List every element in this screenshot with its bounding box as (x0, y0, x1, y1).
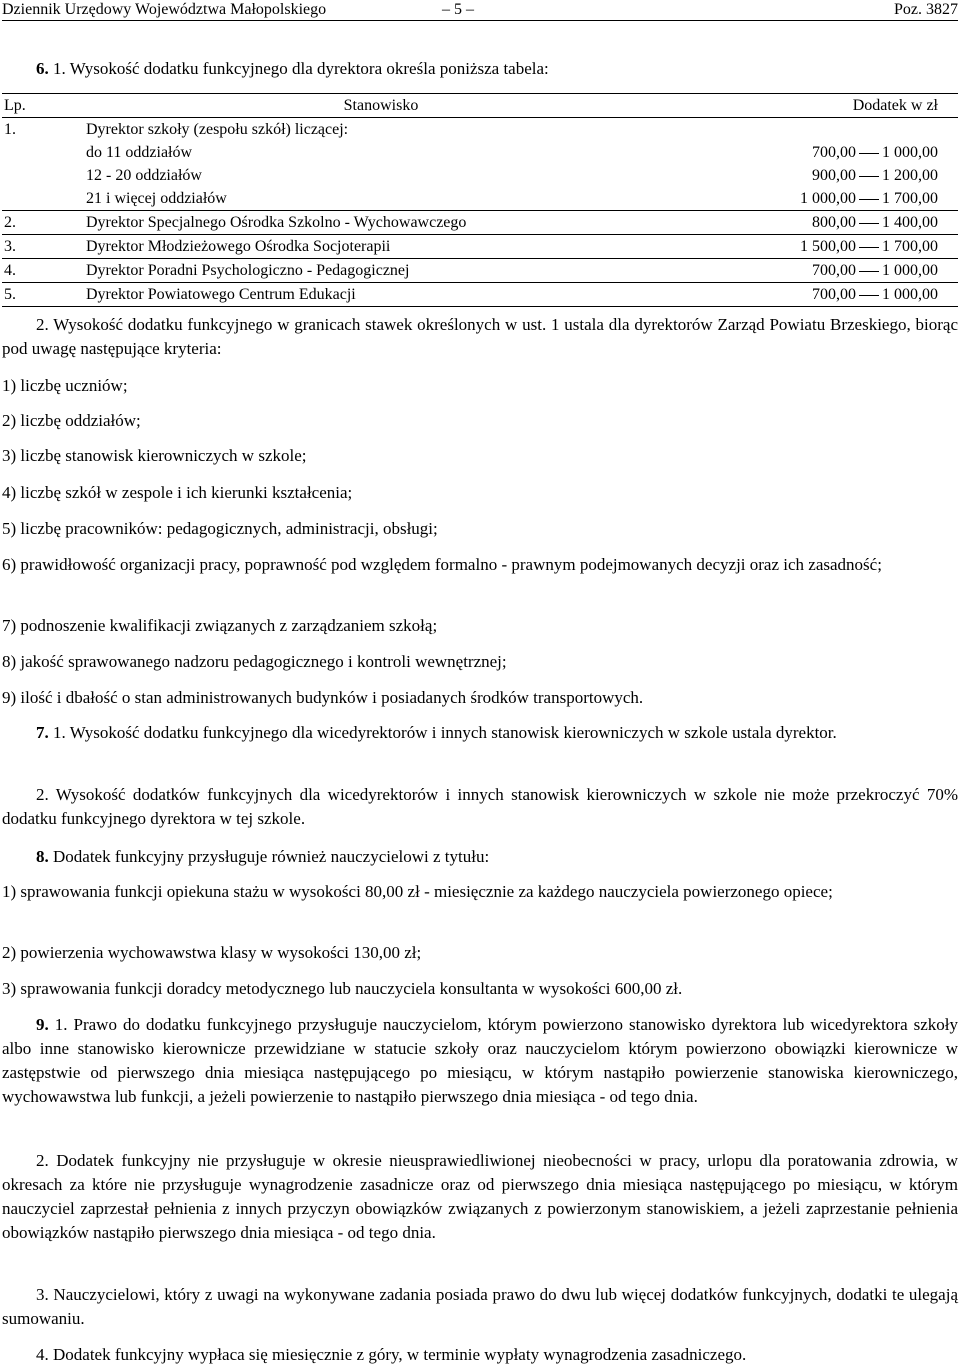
range-dash (859, 247, 879, 248)
amount-to: 1 000,00 (882, 286, 938, 303)
amount-to: 1 200,00 (882, 167, 938, 184)
amount-from: 700,00 (812, 262, 856, 279)
row-position: Dyrektor Powiatowego Centrum Edukacji (84, 283, 678, 307)
criterion-item: 1) liczbę uczniów; (2, 376, 128, 395)
s9-p1 (2, 1013, 958, 1109)
row-position: Dyrektor Specjalnego Ośrodka Szkolno - Wychowawczego (84, 211, 678, 235)
row-allowance (678, 259, 958, 283)
criterion-item: 8) jakość sprawowanego nadzoru pedagogicznego i kontroli wewnętrznej; (2, 652, 507, 671)
criterion-item: 4) liczbę szkół w zespole i ich kierunki kształcenia; (2, 483, 353, 502)
s8-intro (2, 845, 958, 869)
row-lp: 3. (2, 235, 84, 259)
amount-to: 1 000,00 (882, 262, 938, 279)
criterion-item: 3) liczbę stanowisk kierowniczych w szkole; (2, 446, 307, 465)
position-number: Poz. 3827 (894, 1, 958, 18)
table-row (2, 235, 958, 259)
row-lp: 4. (2, 259, 84, 283)
s7-p1-text: 1. Wysokość dodatku funkcyjnego dla wicedyrektorów i innych stanowisk kierowniczych w szkole ustala dyrektor. (53, 723, 837, 742)
row-allowance (678, 235, 958, 259)
s6-number: 6. (36, 59, 49, 78)
row-sub-label: 12 - 20 oddziałów (86, 167, 202, 184)
allowance-table (2, 93, 958, 307)
table-row (2, 118, 958, 211)
row-lp: 2. (2, 211, 84, 235)
amount-to: 1 700,00 (882, 238, 938, 255)
amount-to: 1 000,00 (882, 144, 938, 161)
page-number: – 5 – (442, 1, 474, 18)
header-rule (2, 20, 958, 21)
amount-from: 1 000,00 (800, 190, 856, 207)
s8-number: 8. (36, 847, 49, 866)
s9-p2: 2. Dodatek funkcyjny nie przysługuje w okresie nieusprawiedliwionej nieobecności w pracy, urlopu dla poratowania zdrowia, w okresach za które nie przysługuje wynagrodzenie zasadnicze oraz od pierwszego dnia miesiąca następującego po miesiącu, w którym nauczyciel zaprzestał pełnienia z innych przyczyn obowiązków związanych z powierzonym stanowiskiem, a jeżeli zaprzestanie pełnienia obowiązków nastąpiło pierwszego dnia miesiąca - od tego dnia. (2, 1151, 958, 1242)
table-row (2, 211, 958, 235)
table-row (2, 283, 958, 307)
amount-to: 1 400,00 (882, 214, 938, 231)
row-position: Dyrektor Młodzieżowego Ośrodka Socjoterapii (84, 235, 678, 259)
amount-from: 900,00 (812, 167, 856, 184)
s7-p1 (2, 721, 958, 745)
s9-number: 9. (36, 1015, 49, 1034)
amount-from: 700,00 (812, 286, 856, 303)
amount-from: 800,00 (812, 214, 856, 231)
range-dash (859, 295, 879, 296)
s7-number: 7. (36, 723, 49, 742)
amount-to: 1 700,00 (882, 190, 938, 207)
s9-p4: 4. Dodatek funkcyjny wypłaca się miesięcznie z góry, w terminie wypłaty wynagrodzenia zasadniczego. (36, 1345, 747, 1364)
row-sub-label: do 11 oddziałów (86, 144, 193, 161)
page-header (2, 0, 958, 22)
criterion-item: 6) prawidłowość organizacji pracy, poprawność pod względem formalno - prawnym podejmowanych decyzji oraz ich zasadność; (2, 555, 882, 574)
range-dash (859, 153, 879, 154)
row-allowance (678, 283, 958, 307)
journal-title: Dziennik Urzędowy Województwa Małopolskiego (2, 1, 327, 18)
s6-p2: 2. Wysokość dodatku funkcyjnego w granicach stawek określonych w ust. 1 ustala dla dyrektorów Zarząd Powiatu Brzeskiego, biorąc pod uwagę następujące kryteria: (2, 315, 958, 358)
range-dash (859, 176, 879, 177)
range-dash (859, 223, 879, 224)
row-position (84, 118, 678, 211)
s7-p2: 2. Wysokość dodatków funkcyjnych dla wicedyrektorów i innych stanowisk kierowniczych w szkole nie może przekroczyć 70% dodatku funkcyjnego dyrektora w tej szkole. (2, 785, 958, 828)
s6-p1 (2, 57, 958, 81)
s8-item: 1) sprawowania funkcji opiekuna stażu w wysokości 80,00 zł - miesięcznie za każdego nauczyciela powierzonego opiece; (2, 882, 833, 901)
s9-p3: 3. Nauczycielowi, który z uwagi na wykonywane zadania posiada prawo do dwu lub więcej dodatków funkcyjnych, dodatki te ulegają sumowaniu. (2, 1285, 958, 1328)
table-header-row (2, 94, 958, 118)
col-lp: Lp. (2, 94, 84, 118)
s8-item: 3) sprawowania funkcji doradcy metodycznego lub nauczyciela konsultanta w wysokości 600,00 zł. (2, 979, 683, 998)
amount-from: 1 500,00 (800, 238, 856, 255)
row-lp: 1. (2, 118, 84, 211)
s9-p1-text: 1. Prawo do dodatku funkcyjnego przysługuje nauczycielom, którym powierzono stanowisko dyrektora lub wicedyrektora szkoły albo inne stanowisko kierownicze przewidziane w statucie szkoły oraz nauczycielom którym powierzono obowiązki kierownicze w zastępstwie od pierwszego dnia miesiąca następującego po miesiącu, w którym nastąpiło powierzenie stanowiska kierowniczego, wychowawstwa lub funkcji, a jeżeli powierzenie to nastąpiło pierwszego dnia miesiąca - od tego dnia. (2, 1015, 959, 1106)
s8-intro-text: Dodatek funkcyjny przysługuje również nauczycielowi z tytułu: (53, 847, 490, 866)
col-allowance: Dodatek w zł (678, 94, 958, 118)
row-allowance (678, 118, 958, 211)
amount-from: 700,00 (812, 144, 856, 161)
range-dash (859, 199, 879, 200)
s6-p1-text: 1. Wysokość dodatku funkcyjnego dla dyrektora określa poniższa tabela: (53, 59, 549, 78)
col-position: Stanowisko (84, 94, 678, 118)
s8-item: 2) powierzenia wychowawstwa klasy w wysokości 130,00 zł; (2, 943, 422, 962)
range-dash (859, 271, 879, 272)
row-sub-label: 21 i więcej oddziałów (86, 190, 227, 207)
row-title: Dyrektor szkoły (zespołu szkół) liczącej: (86, 121, 349, 138)
criterion-item: 9) ilość i dbałość o stan administrowanych budynków i posiadanych środków transportowych. (2, 688, 644, 707)
criterion-item: 5) liczbę pracowników: pedagogicznych, administracji, obsługi; (2, 519, 438, 538)
table-row (2, 259, 958, 283)
row-lp: 5. (2, 283, 84, 307)
criterion-item: 2) liczbę oddziałów; (2, 411, 141, 430)
criterion-item: 7) podnoszenie kwalifikacji związanych z zarządzaniem szkołą; (2, 616, 438, 635)
row-position: Dyrektor Poradni Psychologiczno - Pedagogicznej (84, 259, 678, 283)
row-allowance (678, 211, 958, 235)
